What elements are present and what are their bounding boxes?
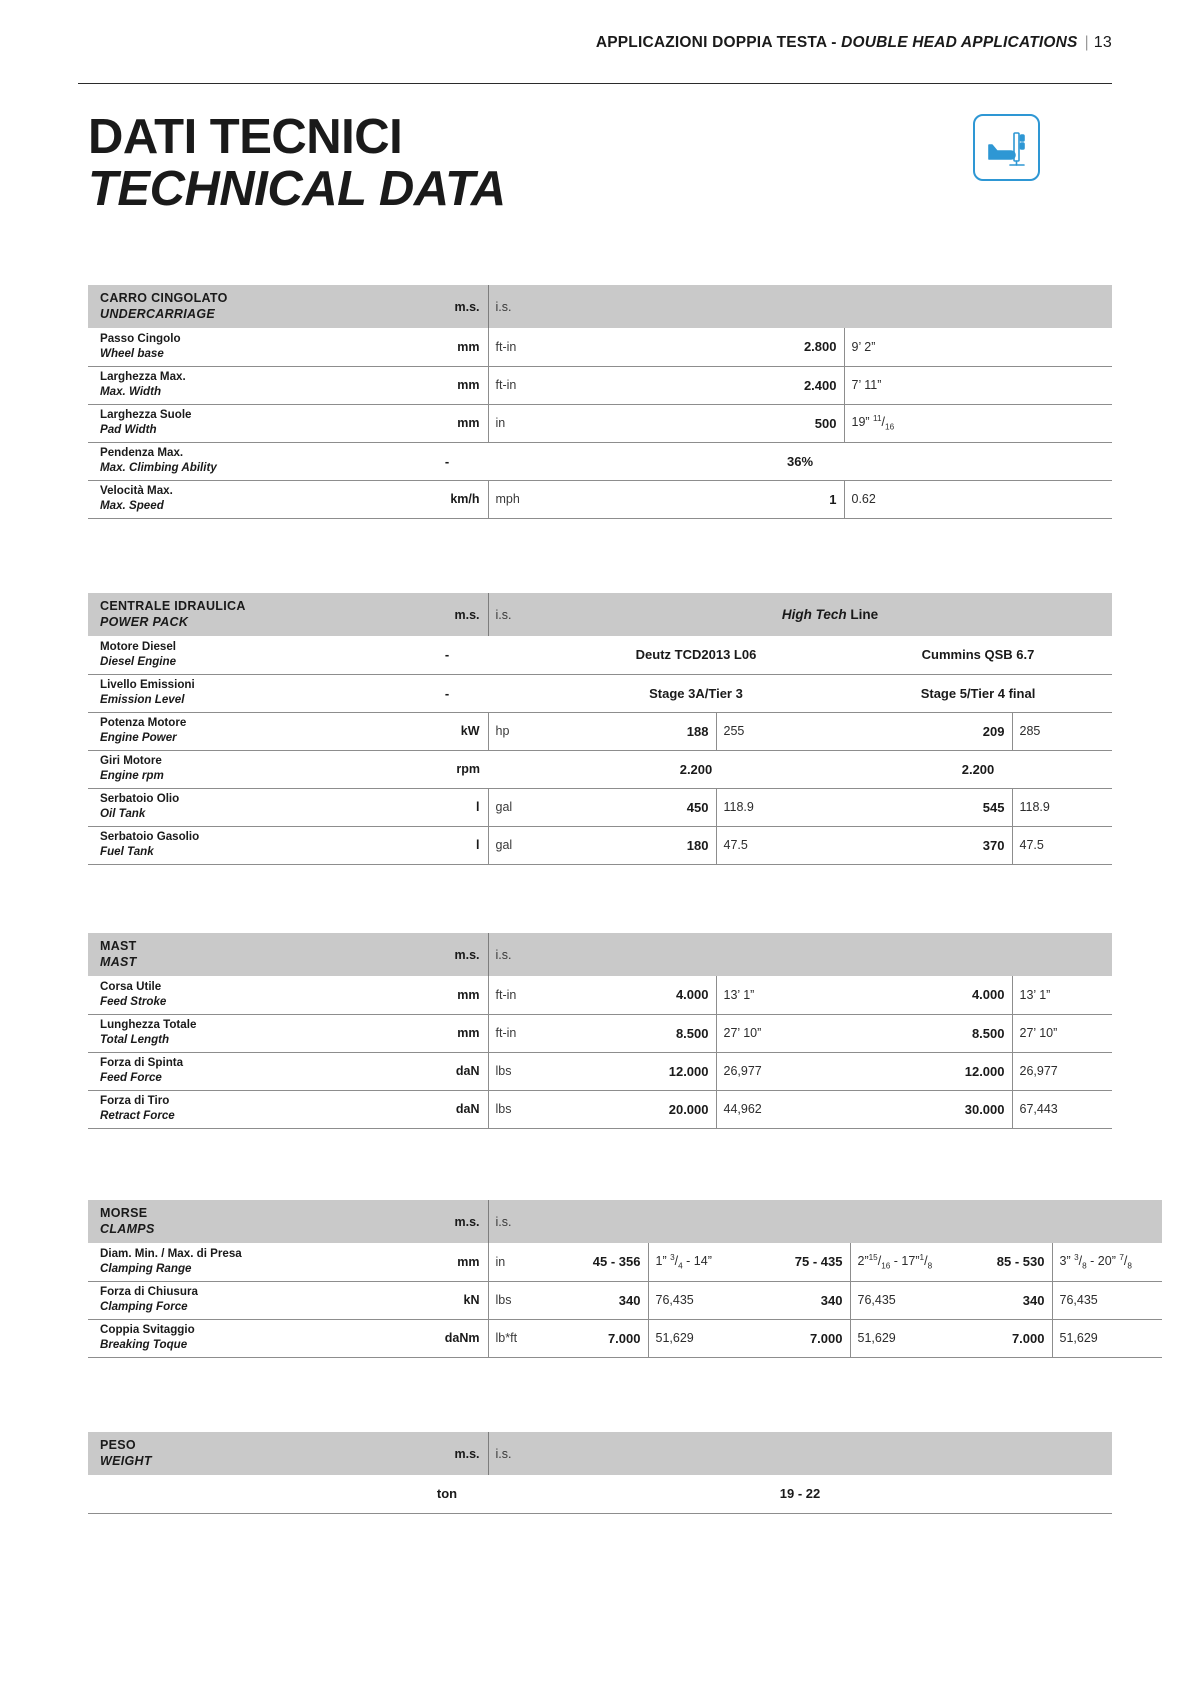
- table-row: [88, 366, 1112, 404]
- row-value-ms-2: 545: [844, 788, 1012, 826]
- table-row: [88, 480, 1112, 518]
- row-unit-is: ft-in: [488, 328, 548, 366]
- row-unit-ms: km/h: [406, 480, 488, 518]
- row-unit-ms: mm: [406, 976, 488, 1014]
- row-value-span: 36%: [488, 442, 1112, 480]
- row-unit-ms: mm: [406, 1243, 488, 1281]
- section-label-en: MAST: [100, 954, 137, 969]
- row-unit-ms: -: [406, 636, 488, 674]
- row-value-col1: 2.200: [548, 750, 844, 788]
- row-value-ms-c: 7.000: [954, 1319, 1052, 1357]
- row-unit-is: lbs: [488, 1052, 548, 1090]
- table-row: [88, 328, 1112, 366]
- table-power-pack: [88, 593, 1112, 865]
- row-value-ms-1: 188: [548, 712, 716, 750]
- row-unit-ms: rpm: [406, 750, 488, 788]
- unit-ms-header: m.s.: [406, 933, 488, 976]
- table-row: [88, 1281, 1162, 1319]
- column-group-header: High Tech Line: [548, 593, 1112, 636]
- row-label: Larghezza Suole Pad Width: [88, 404, 406, 442]
- row-unit-is: lbs: [488, 1090, 548, 1128]
- row-value-ms-b: 7.000: [752, 1319, 850, 1357]
- row-value-ms-a: 340: [548, 1281, 648, 1319]
- table-row: [88, 976, 1112, 1014]
- row-value-is-2: 67,443: [1012, 1090, 1112, 1128]
- table-undercarriage: [88, 285, 1112, 519]
- row-unit-is: lbs: [488, 1281, 548, 1319]
- row-unit-ms: mm: [406, 366, 488, 404]
- table-row: [88, 1475, 1112, 1513]
- row-value-ms-a: 7.000: [548, 1319, 648, 1357]
- table-weight: [88, 1432, 1112, 1514]
- row-unit-ms: kN: [406, 1281, 488, 1319]
- header-divider: [78, 83, 1112, 84]
- row-value-ms-2: 8.500: [844, 1014, 1012, 1052]
- row-unit-is: [488, 674, 548, 712]
- row-label: Passo Cingolo Wheel base: [88, 328, 406, 366]
- row-value-ms-1: 180: [548, 826, 716, 864]
- unit-ms-header: m.s.: [406, 1200, 488, 1243]
- table-row: [88, 404, 1112, 442]
- row-unit-is: hp: [488, 712, 548, 750]
- row-label: Larghezza Max. Max. Width: [88, 366, 406, 404]
- section-label: [88, 933, 406, 976]
- row-value-is-1: 13’ 1”: [716, 976, 844, 1014]
- row-unit-ms: -: [406, 442, 488, 480]
- section-header-undercarriage: [88, 285, 1112, 328]
- row-value-col1: Deutz TCD2013 L06: [548, 636, 844, 674]
- unit-is-header: i.s.: [488, 593, 548, 636]
- row-value-ms-2: 4.000: [844, 976, 1012, 1014]
- table-row: [88, 826, 1112, 864]
- table-row: [88, 788, 1112, 826]
- row-label: Diam. Min. / Max. di Presa Clamping Range: [88, 1243, 406, 1281]
- table-row: [88, 1014, 1112, 1052]
- table-row: [88, 674, 1112, 712]
- row-label: Motore Diesel Diesel Engine: [88, 636, 406, 674]
- row-label: Potenza Motore Engine Power: [88, 712, 406, 750]
- table-row: [88, 712, 1112, 750]
- section-label: [88, 593, 406, 636]
- row-unit-ms: mm: [406, 1014, 488, 1052]
- section-label: [88, 1200, 406, 1243]
- row-value-ms-b: 75 - 435: [752, 1243, 850, 1281]
- row-unit-is: gal: [488, 788, 548, 826]
- row-value-is-c: 76,435: [1052, 1281, 1162, 1319]
- section-label-en: UNDERCARRIAGE: [100, 306, 216, 321]
- row-label: [88, 1475, 406, 1513]
- unit-is-header: i.s.: [488, 1200, 1162, 1243]
- row-label: Lunghezza Totale Total Length: [88, 1014, 406, 1052]
- row-label: Forza di Spinta Feed Force: [88, 1052, 406, 1090]
- unit-is-header: i.s.: [488, 1432, 1112, 1475]
- row-unit-is: lb*ft: [488, 1319, 548, 1357]
- row-value-is-1: 44,962: [716, 1090, 844, 1128]
- row-label: Forza di Tiro Retract Force: [88, 1090, 406, 1128]
- row-value-ms: 2.800: [548, 328, 844, 366]
- row-label: Giri Motore Engine rpm: [88, 750, 406, 788]
- row-value-col2: Stage 5/Tier 4 final: [844, 674, 1112, 712]
- row-unit-ms: -: [406, 674, 488, 712]
- section-label-it: CENTRALE IDRAULICA: [100, 599, 246, 614]
- row-label: Serbatoio Gasolio Fuel Tank: [88, 826, 406, 864]
- table-row: [88, 1090, 1112, 1128]
- row-unit-is: ft-in: [488, 366, 548, 404]
- row-unit-is: in: [488, 1243, 548, 1281]
- row-value-ms-c: 340: [954, 1281, 1052, 1319]
- section-label-it: CARRO CINGOLATO: [100, 291, 228, 306]
- table-row: [88, 1052, 1112, 1090]
- row-value-ms-2: 370: [844, 826, 1012, 864]
- table-mast: [88, 933, 1112, 1129]
- unit-ms-header: m.s.: [406, 285, 488, 328]
- row-unit-ms: daNm: [406, 1319, 488, 1357]
- row-value-col2: 2.200: [844, 750, 1112, 788]
- row-value-ms: 1: [548, 480, 844, 518]
- row-label: Velocità Max. Max. Speed: [88, 480, 406, 518]
- row-value-is: 7’ 11”: [844, 366, 1112, 404]
- unit-ms-header: m.s.: [406, 1432, 488, 1475]
- page-header: [0, 34, 1190, 52]
- row-unit-ms: ton: [406, 1475, 488, 1513]
- section-header-mast: [88, 933, 1112, 976]
- table-row: [88, 636, 1112, 674]
- row-value-is-1: 47.5: [716, 826, 844, 864]
- row-value-ms-a: 45 - 356: [548, 1243, 648, 1281]
- section-label-en: POWER PACK: [100, 614, 189, 629]
- row-unit-ms: l: [406, 826, 488, 864]
- section-header-weight: [88, 1432, 1112, 1475]
- row-label: Pendenza Max. Max. Climbing Ability: [88, 442, 406, 480]
- row-value-is-2: 285: [1012, 712, 1112, 750]
- row-value-ms-c: 85 - 530: [954, 1243, 1052, 1281]
- row-value-is-b: $2”^{15}/_{16}$ - $17”^1/_8$: [850, 1243, 954, 1281]
- row-unit-ms: daN: [406, 1052, 488, 1090]
- row-value-span: 19 - 22: [488, 1475, 1112, 1513]
- row-value-is: 19” $^{11}/_{16}$: [844, 404, 1112, 442]
- section-label-it: MORSE: [100, 1206, 148, 1221]
- row-unit-ms: l: [406, 788, 488, 826]
- row-value-ms-b: 340: [752, 1281, 850, 1319]
- row-value-is-b: 76,435: [850, 1281, 954, 1319]
- row-unit-is: mph: [488, 480, 548, 518]
- row-value-ms-2: 30.000: [844, 1090, 1012, 1128]
- row-value-is: 9’ 2”: [844, 328, 1112, 366]
- row-unit-is: [488, 636, 548, 674]
- row-value-is-2: 118.9: [1012, 788, 1112, 826]
- section-label: [88, 285, 406, 328]
- page-number: 13: [1093, 34, 1112, 51]
- row-label: Corsa Utile Feed Stroke: [88, 976, 406, 1014]
- row-value-is-b: 51,629: [850, 1319, 954, 1357]
- row-value-is-c: 51,629: [1052, 1319, 1162, 1357]
- row-value-col1: Stage 3A/Tier 3: [548, 674, 844, 712]
- table-row: [88, 442, 1112, 480]
- row-value-is-1: 26,977: [716, 1052, 844, 1090]
- table-row: [88, 750, 1112, 788]
- row-label: Forza di Chiusura Clamping Force: [88, 1281, 406, 1319]
- row-value-is-2: 26,977: [1012, 1052, 1112, 1090]
- section-label-it: MAST: [100, 939, 137, 954]
- row-value-is-1: 27’ 10”: [716, 1014, 844, 1052]
- header-separator: |: [1084, 34, 1089, 51]
- row-unit-is: ft-in: [488, 976, 548, 1014]
- row-value-is-2: 47.5: [1012, 826, 1112, 864]
- unit-ms-header: m.s.: [406, 593, 488, 636]
- row-value-ms: 500: [548, 404, 844, 442]
- row-value-is-2: 27’ 10”: [1012, 1014, 1112, 1052]
- row-unit-ms: mm: [406, 328, 488, 366]
- page-title-it: DATI TECNICI: [88, 110, 403, 164]
- row-unit-is: ft-in: [488, 1014, 548, 1052]
- row-value-is-a: 1” $^3/_4 - 14$”: [648, 1243, 752, 1281]
- row-value-ms-2: 12.000: [844, 1052, 1012, 1090]
- row-value-is-2: 13’ 1”: [1012, 976, 1112, 1014]
- row-label: Serbatoio Olio Oil Tank: [88, 788, 406, 826]
- row-value-ms-1: 4.000: [548, 976, 716, 1014]
- row-value-ms-1: 8.500: [548, 1014, 716, 1052]
- section-header-clamps: [88, 1200, 1162, 1243]
- row-unit-is: in: [488, 404, 548, 442]
- row-unit-is: [488, 750, 548, 788]
- row-unit-ms: kW: [406, 712, 488, 750]
- row-value-ms-1: 20.000: [548, 1090, 716, 1128]
- page-title-en: TECHNICAL DATA: [88, 161, 506, 216]
- row-unit-ms: daN: [406, 1090, 488, 1128]
- table-row: [88, 1243, 1162, 1281]
- row-label: Coppia Svitaggio Breaking Toque: [88, 1319, 406, 1357]
- table-row: [88, 1319, 1162, 1357]
- page-title: [88, 112, 506, 216]
- unit-is-header: i.s.: [488, 933, 1112, 976]
- row-unit-is: gal: [488, 826, 548, 864]
- row-value-ms-2: 209: [844, 712, 1012, 750]
- header-title-it: APPLICAZIONI DOPPIA TESTA -: [595, 34, 842, 51]
- section-label-en: CLAMPS: [100, 1221, 155, 1236]
- row-value-col2: Cummins QSB 6.7: [844, 636, 1112, 674]
- row-value-is-1: 255: [716, 712, 844, 750]
- section-label: [88, 1432, 406, 1475]
- section-label-en: WEIGHT: [100, 1453, 152, 1468]
- row-value-is-c: 3” $^3/_8 - 20$” $^7/_8$: [1052, 1243, 1162, 1281]
- row-value-is: 0.62: [844, 480, 1112, 518]
- row-value-is-a: 76,435: [648, 1281, 752, 1319]
- unit-is-header: i.s.: [488, 285, 1112, 328]
- row-value-ms-1: 450: [548, 788, 716, 826]
- header-title-en: DOUBLE HEAD APPLICATIONS: [841, 34, 1078, 51]
- table-clamps: [88, 1200, 1162, 1358]
- section-label-it: PESO: [100, 1438, 136, 1453]
- row-value-ms-1: 12.000: [548, 1052, 716, 1090]
- section-header-power-pack: [88, 593, 1112, 636]
- row-value-is-1: 118.9: [716, 788, 844, 826]
- row-label: Livello Emissioni Emission Level: [88, 674, 406, 712]
- row-value-is-a: 51,629: [648, 1319, 752, 1357]
- row-unit-ms: mm: [406, 404, 488, 442]
- drilling-rig-icon: [973, 114, 1040, 181]
- row-value-ms: 2.400: [548, 366, 844, 404]
